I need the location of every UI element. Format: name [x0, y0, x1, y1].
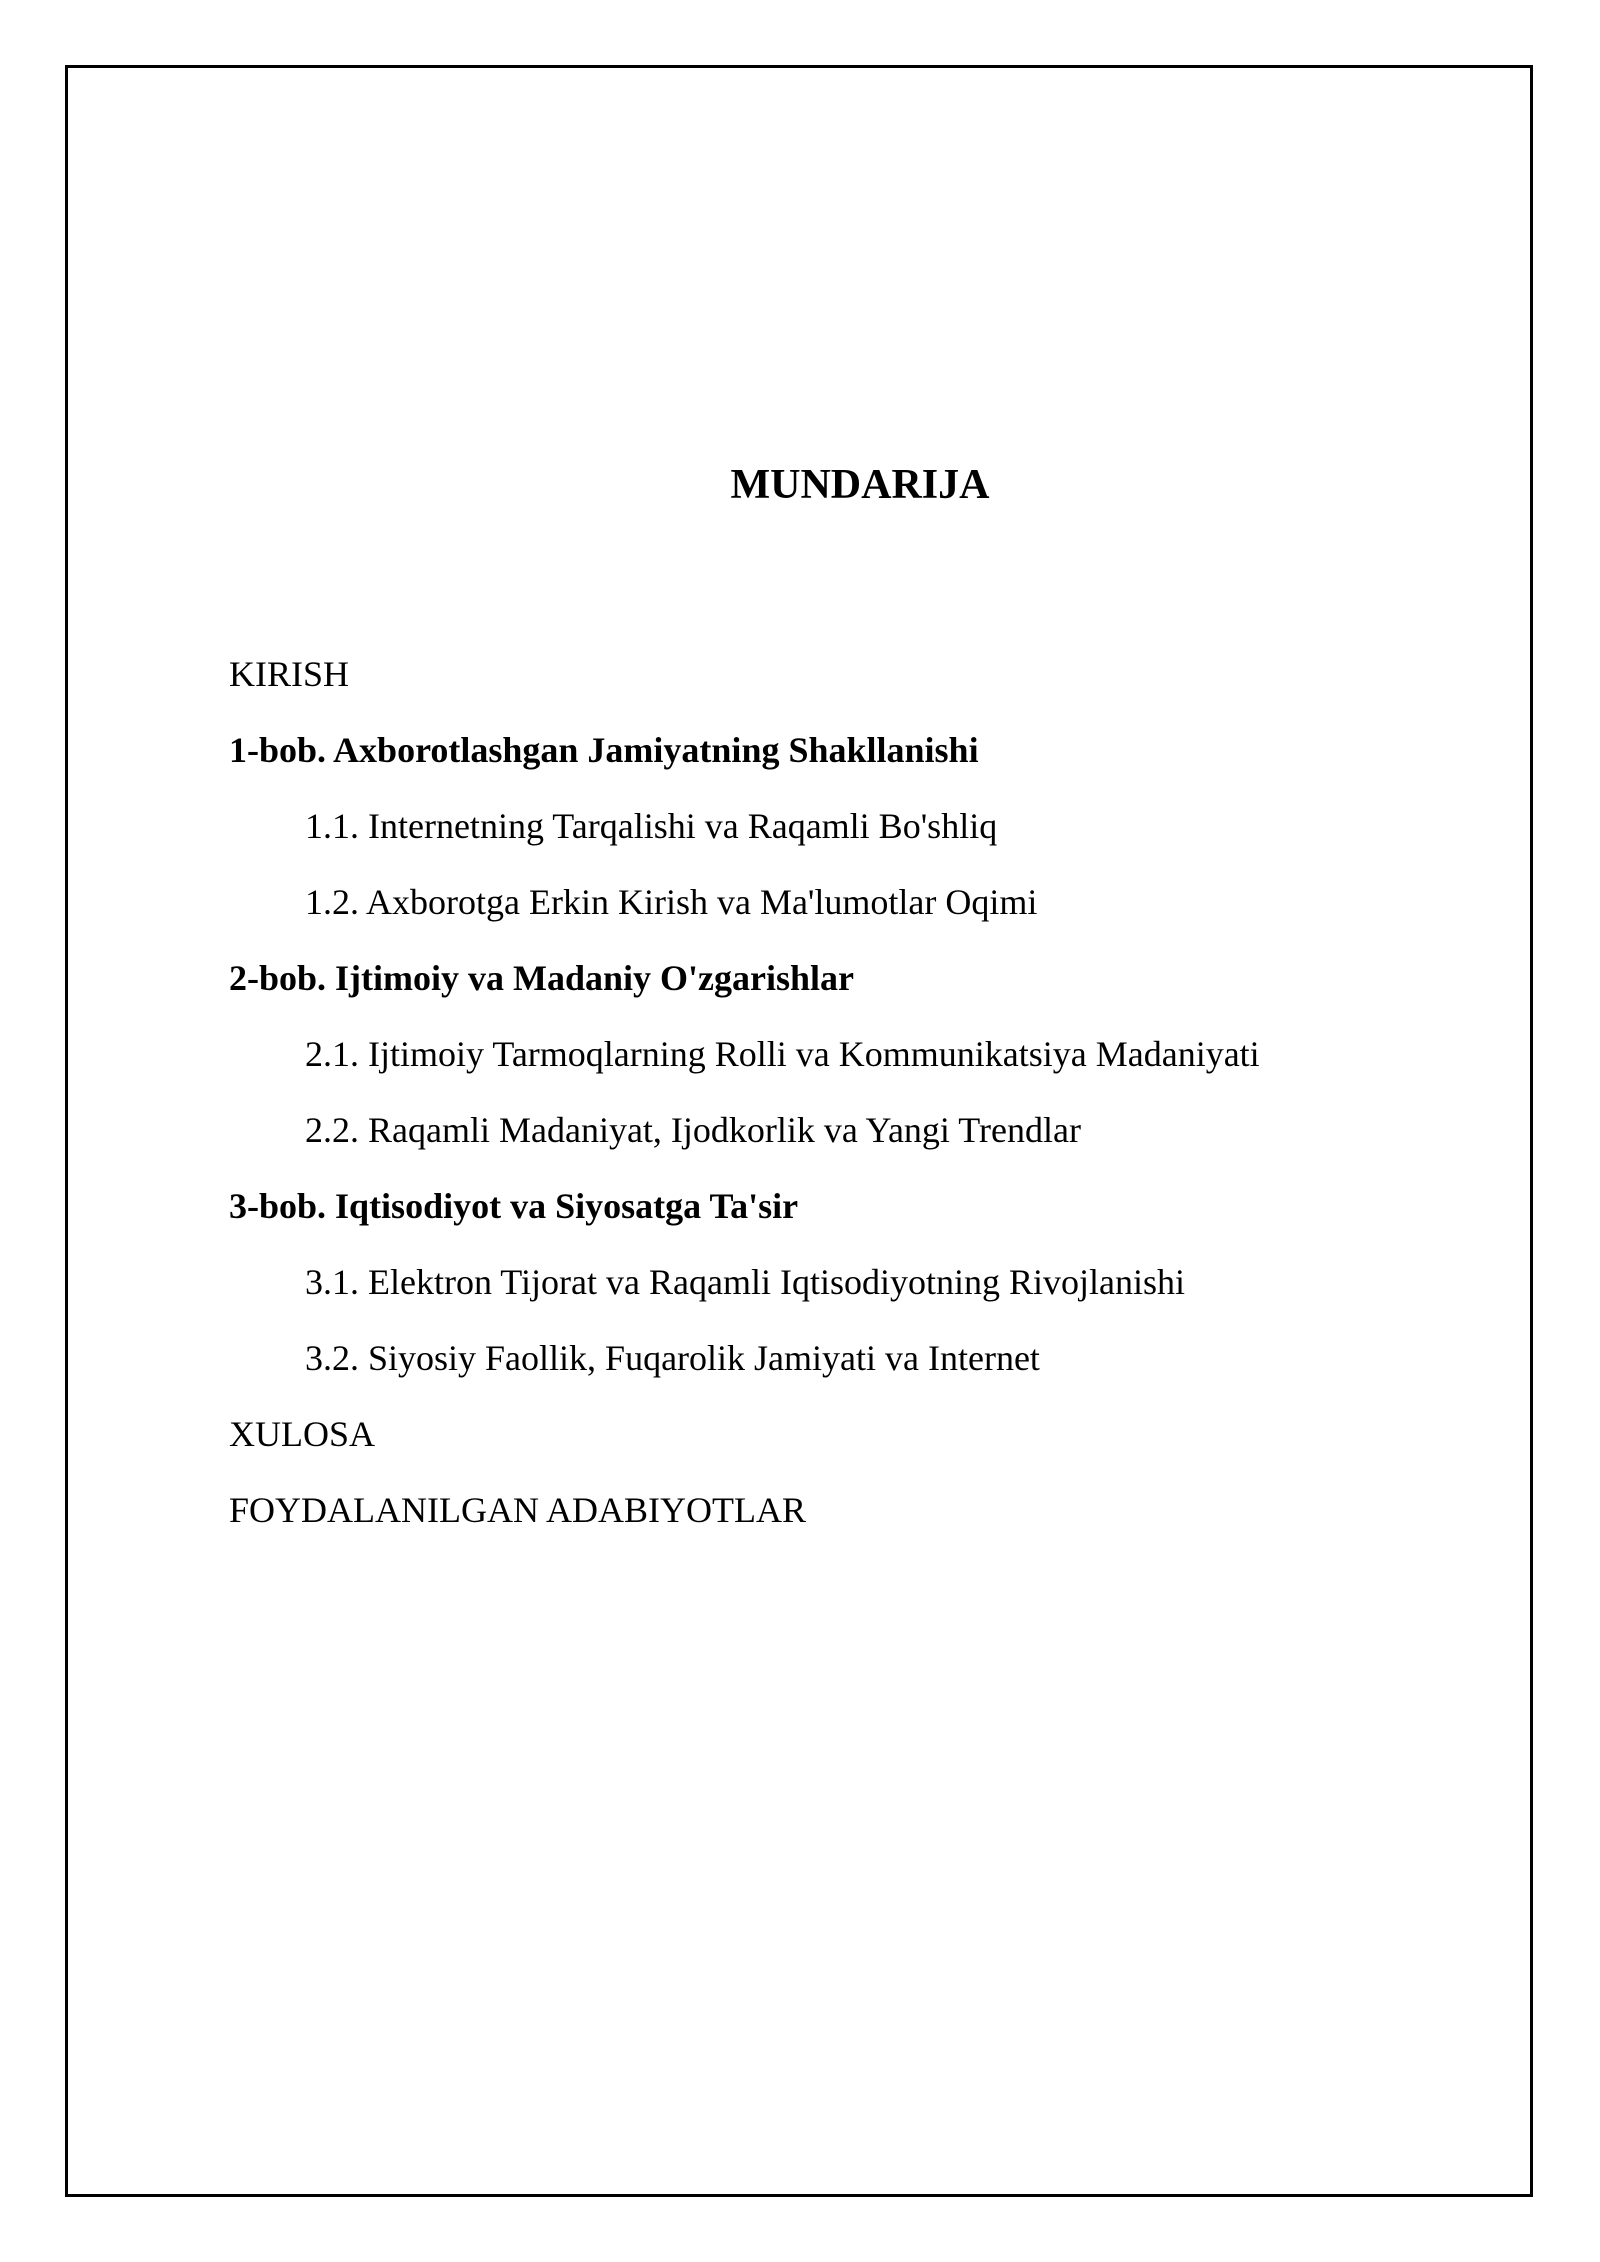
toc-item-kirish[interactable]: KIRISH	[229, 654, 350, 694]
toc-chapter-3[interactable]: 3-bob. Iqtisodiyot va Siyosatga Ta'sir	[229, 1186, 799, 1226]
toc-section-1-2[interactable]: 1.2. Axborotga Erkin Kirish va Ma'lumotlar Oqimi	[305, 882, 1038, 922]
toc-item-xulosa[interactable]: XULOSA	[229, 1414, 376, 1454]
toc-chapter-1[interactable]: 1-bob. Axborotlashgan Jamiyatning Shakllanishi	[229, 730, 979, 770]
toc-item-adabiyotlar[interactable]: FOYDALANILGAN ADABIYOTLAR	[229, 1490, 806, 1530]
toc-section-2-1[interactable]: 2.1. Ijtimoiy Tarmoqlarning Rolli va Kommunikatsiya Madaniyati	[305, 1034, 1260, 1074]
toc-section-3-1[interactable]: 3.1. Elektron Tijorat va Raqamli Iqtisodiyotning Rivojlanishi	[305, 1262, 1185, 1302]
toc-chapter-2[interactable]: 2-bob. Ijtimoiy va Madaniy O'zgarishlar	[229, 958, 855, 998]
table-of-contents	[229, 636, 1260, 1548]
page-title: MUNDARIJA	[730, 462, 990, 508]
toc-section-2-2[interactable]: 2.2. Raqamli Madaniyat, Ijodkorlik va Yangi Trendlar	[305, 1110, 1081, 1150]
toc-section-3-2[interactable]: 3.2. Siyosiy Faollik, Fuqarolik Jamiyati va Internet	[305, 1338, 1040, 1378]
toc-section-1-1[interactable]: 1.1. Internetning Tarqalishi va Raqamli Bo'shliq	[305, 806, 998, 846]
